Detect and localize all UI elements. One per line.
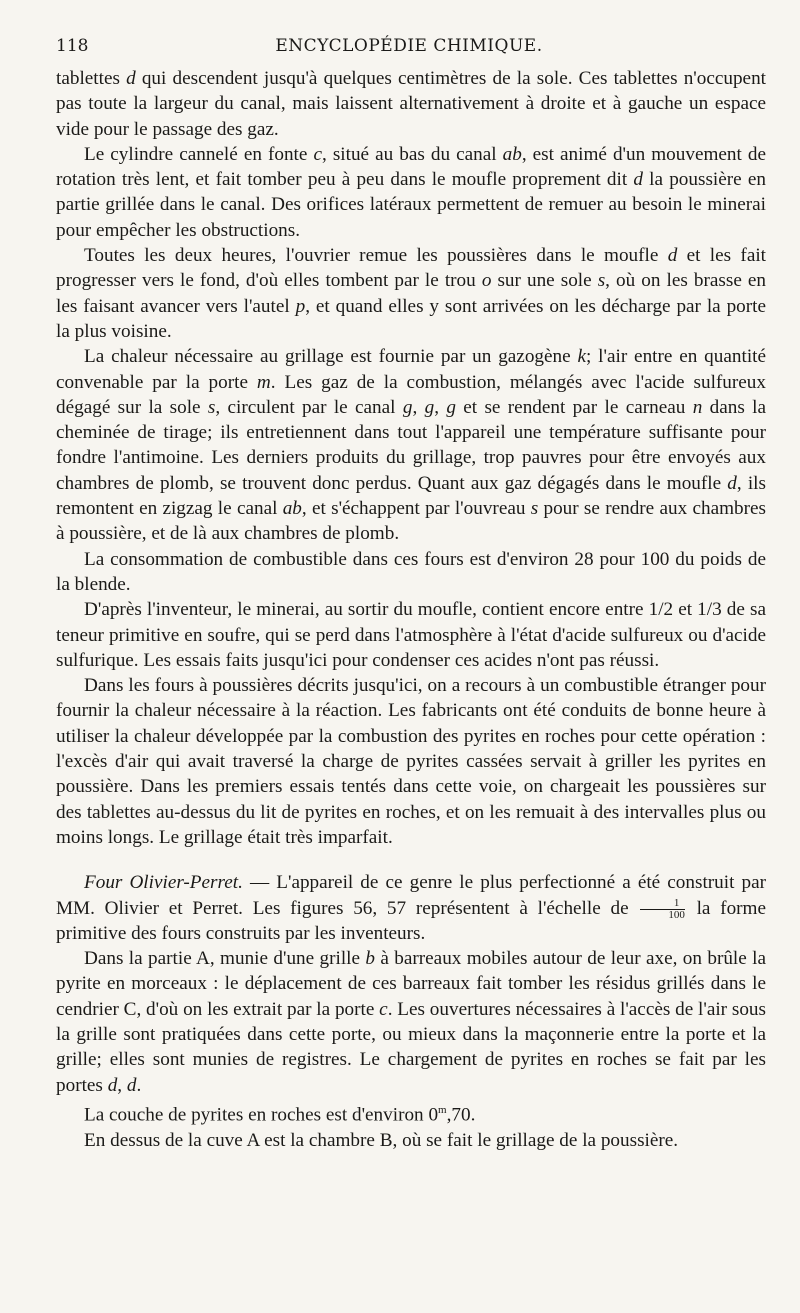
fraction: $\frac{1}{100}$ — [640, 898, 685, 921]
italic-text: c — [379, 998, 388, 1020]
italic-text: d — [126, 68, 136, 89]
text-run: La consommation de combustible dans ces fours est d'environ 28 pour 100 du poids de la blende. — [56, 548, 766, 595]
text-run: , où on les brasse en les faisant avancer vers l'autel — [56, 270, 767, 317]
text-run: à barreaux mobiles autour de leur axe, on brûle la pyrite en morceaux : le déplacement de ces barreaux fait tomber les résidus grillés dans le cendrier C, d'où on les extrait par la porte — [56, 948, 766, 1020]
paragraph — [56, 142, 766, 243]
text-run: En dessus de la cuve A est la chambre B, où se fait le grillage de la poussière. — [84, 1129, 679, 1151]
italic-text: m — [256, 371, 271, 393]
body-text — [56, 66, 766, 1153]
paragraph — [56, 1128, 766, 1153]
italic-text: n — [692, 396, 703, 418]
text-run: La couche de pyrites en roches est d'environ 0 — [84, 1104, 439, 1126]
text-run: la forme primitive des fours construits par les inventeurs. — [56, 897, 766, 944]
italic-text: o — [481, 270, 492, 292]
text-run: . — [136, 1074, 142, 1096]
text-run: sur une sole — [491, 270, 598, 292]
italic-text: ab — [502, 143, 522, 165]
text-run: tablettes — [56, 68, 127, 89]
italic-text: d — [126, 1074, 137, 1096]
text-run: qui descendent jusqu'à quelques centimètres de la sole. Ces tablettes n'occupent pas toute la largeur du canal, mais laissent alternativement à droite et à gauche un espace vide pour le passage des gaz. — [56, 68, 766, 140]
text-run: , ils remontent en zigzag le canal — [56, 472, 766, 520]
paragraph — [56, 344, 766, 546]
text-run: , est animé d'un mouvement de rotation très lent, et fait tomber peu à peu dans le moufle proprement dit — [56, 143, 766, 191]
text-run: , — [412, 396, 425, 418]
text-run: . Les ouvertures nécessaires à l'accès de l'air sous la grille sont pratiquées dans cette porte, ou mieux dans la maçonnerie entre la porte et la grille; elles sont munies de registres. Le chargement de pyrites en roches se fait par les portes — [56, 998, 766, 1096]
text-run: Dans la partie A, munie d'une grille — [84, 948, 366, 970]
italic-text: p — [295, 295, 306, 317]
text-run: ; l'air entre en quantité convenable par la porte — [56, 346, 766, 393]
paragraph — [56, 1098, 766, 1128]
paragraph — [56, 597, 766, 673]
running-title: ENCYCLOPÉDIE CHIMIQUE. — [275, 36, 543, 56]
italic-text: g — [424, 396, 435, 418]
italic-text: d — [633, 169, 643, 191]
italic-text: d — [667, 245, 678, 267]
paragraph — [56, 243, 766, 344]
italic-text: ab — [282, 498, 302, 520]
italic-text: s — [530, 498, 539, 520]
paragraph — [56, 66, 766, 142]
text-run: , circulent par le canal — [215, 396, 403, 418]
text-run: , — [117, 1074, 127, 1096]
text-run: , et s'échappent par l'ouvreau — [301, 498, 531, 520]
text-run: dans la cheminée de tirage; ils entretiennent dans tout l'appareil une température suffisante pour fondre l'antimoine. Les derniers produits du grillage, trop pauvres pour être envoyés aux chambres de plomb, se trouvent donc perdus. Quant aux gaz dégagés dans le moufle — [56, 396, 766, 494]
page-header — [56, 36, 762, 60]
italic-text: Four Olivier-Perret. — [84, 872, 243, 894]
italic-text: k — [577, 346, 587, 368]
italic-text: s — [207, 396, 216, 418]
italic-text: b — [365, 948, 375, 970]
text-run: , situé au bas du canal — [321, 143, 503, 165]
italic-text: d — [107, 1074, 118, 1096]
paragraph — [56, 547, 766, 598]
text-run: Toutes les deux heures, l'ouvrier remue les poussières dans le moufle — [84, 245, 668, 267]
italic-text: d — [727, 472, 737, 494]
italic-text: g — [402, 396, 413, 418]
text-run: La chaleur nécessaire au grillage est fournie par un gazogène — [84, 346, 578, 368]
text-run: , — [434, 396, 447, 418]
section-paragraph-four-olivier-perret — [56, 870, 766, 946]
italic-text: g — [446, 396, 456, 418]
italic-text: s — [597, 270, 606, 292]
text-run: ,70. — [446, 1104, 476, 1126]
superscript: m — [438, 1103, 447, 1116]
page-number: 118 — [56, 36, 89, 56]
paragraph — [56, 946, 766, 1098]
text-run: , et quand elles y sont arrivées on les décharge par la porte la plus voisine. — [56, 295, 766, 342]
text-run: Le cylindre cannelé en fonte — [84, 143, 314, 165]
italic-text: c — [313, 143, 322, 165]
text-run: et les fait progresser vers le fond, d'où elles tombent par le trou — [56, 245, 767, 292]
text-run: et se rendent par le carneau — [455, 396, 693, 418]
text-run: — L'appareil de ce genre le plus perfectionné a été construit par MM. Olivier et Perret. Les figures 56, 57 représentent à l'échelle de — [56, 872, 766, 919]
paragraph — [56, 673, 766, 850]
text-run: D'après l'inventeur, le minerai, au sortir du moufle, contient encore entre 1/2 et 1/3 de sa teneur primitive en soufre, qui se perd dans l'atmosphère à l'état d'acide sulfureux ou d'acide sulfurique. Les essais faits jusqu'ici pour condenser ces acides n'ont pas réussi. — [56, 599, 766, 671]
text-run: . Les gaz de la combustion, mélangés avec l'acide sulfureux dégagé sur la sole — [56, 371, 766, 418]
text-run: la poussière en partie grillée dans le canal. Des orifices latéraux permettent de remuer au besoin le minerai pour empêcher les obstructions. — [56, 169, 766, 241]
text-run: Dans les fours à poussières décrits jusqu'ici, on a recours à un combustible étranger pour fournir la chaleur nécessaire à la réaction. Les fabricants ont été conduits de bonne heure à utiliser la chaleur développée par la combustion des pyrites en roches pour cette opération : l'excès d'air qui avait traversé la charge de pyrites cassées servait à griller les pyrites en poussière. Dans les premiers essais tentés dans cette voie, on chargeait les poussières sur des tablettes au-dessus du lit de pyrites en roches, et on les remuait à des intervalles plus ou moins longs. Le grillage était très imparfait. — [56, 675, 766, 848]
text-run: pour se rendre aux chambres à poussière, et de là aux chambres de plomb. — [56, 498, 766, 545]
